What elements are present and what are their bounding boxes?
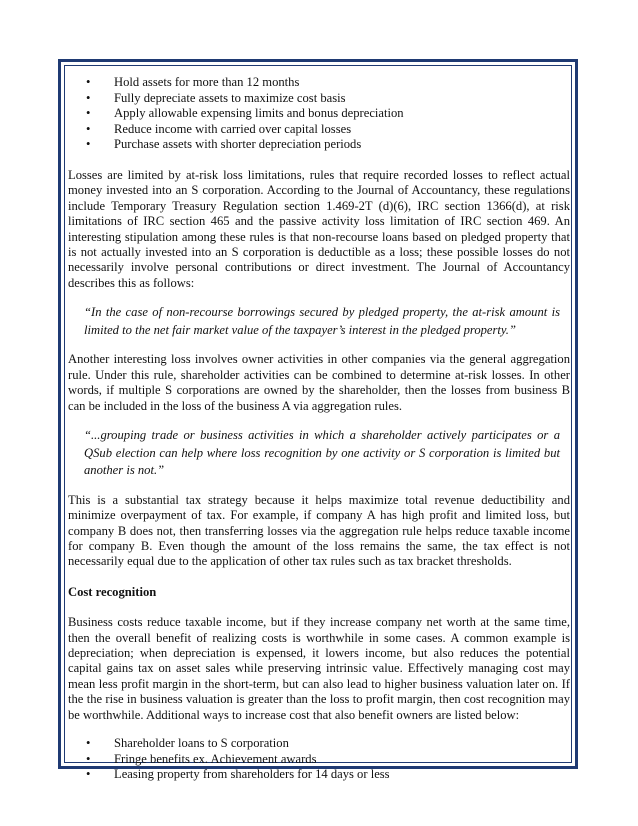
- list-item: • Purchase assets with shorter depreciation periods: [86, 137, 362, 152]
- list-item: • Hold assets for more than 12 months: [86, 75, 300, 89]
- bullet-list-bottom: [68, 736, 570, 783]
- bullet-icon: •: [86, 106, 91, 121]
- list-item: • Reduce income with carried over capital losses: [86, 121, 352, 136]
- quote-at-risk-amount: “In the case of non-recourse borrowings secured by pledged property, the at-risk amount is limited to the net fair market value of the taxpayer’s interest in the pledged property.”: [84, 305, 560, 337]
- bullet-icon: •: [86, 736, 91, 751]
- list-item: • Fringe benefits ex. Achievement awards: [86, 751, 317, 766]
- bullet-icon: •: [86, 137, 91, 152]
- bullet-icon: •: [86, 75, 91, 89]
- paragraph-aggregation: Another interesting loss involves owner activities in other companies via the general aggregation rule. Under this rule, shareholder activities can be combined to determine at-risk losses. In other words, if multiple S corporations are owned by the shareholder, then the losses from business B can be included in the loss of the business A via aggregation rules.: [68, 352, 570, 413]
- list-item: • Shareholder loans to S corporation: [86, 736, 289, 751]
- list-item: • Leasing property from shareholders for 14 days or less: [86, 767, 390, 782]
- paragraph-tax-strategy: This is a substantial tax strategy because it helps maximize total revenue deductibility and minimize overpayment of tax. For example, if company A has high profit and limited loss, but company B does not, then transferring losses via the aggregation rule helps reduce taxable income for company B. Even though the amount of the loss remains the same, the tax effect is not necessarily equal due to the application of other tax rules such as tax bracket thresholds.: [68, 492, 570, 569]
- paragraph-at-risk: Losses are limited by at-risk loss limitations, rules that require recorded losses to reflect actual money invested into an S corporation. According to the Journal of Accountancy, these regulations include Temporary Treasury Regulation section 1.469-2T (d)(6), IRC section 1366(d), at risk limitations of IRC section 465 and the passive activity loss limitation of IRC section 469. An interesting stipulation among these rules is that non-recourse loans based on pledged property that is not actually invested into an S corporation is deductible as a loss; these possible losses do not necessarily involve personal contributions or direct investment. The Journal of Accountancy describes this as follows:: [68, 167, 570, 290]
- section-heading-cost-recognition: Cost recognition: [68, 584, 157, 599]
- bullet-icon: •: [86, 751, 91, 766]
- bullet-list-top: [68, 75, 570, 153]
- bullet-icon: •: [86, 90, 91, 105]
- list-item: • Fully depreciate assets to maximize cost basis: [86, 90, 346, 105]
- bullet-icon: •: [86, 121, 91, 136]
- bullet-icon: •: [86, 767, 91, 782]
- quote-grouping: “...grouping trade or business activities in which a shareholder actively participates or a QSub election can help where loss recognition by one activity or S corporation is limited but another is not.”: [84, 428, 560, 478]
- paragraph-cost-recognition: Business costs reduce taxable income, but if they increase company net worth at the same time, then the overall benefit of realizing costs is worthwhile in some cases. A common example is depreciation; when depreciation is expensed, it lowers income, but also reduces the potential capital gains tax on asset sales while preserving intrinsic value. Effectively managing cost may mean less profit margin in the short-term, but can also lead to higher business valuation later on. If the the rise in business valuation is greater than the loss to profit margin, then cost recognition may be worthwhile. Additional ways to increase cost that also benefit owners are listed below:: [68, 615, 570, 722]
- list-item: • Apply allowable expensing limits and bonus depreciation: [86, 106, 404, 121]
- document-body: [68, 75, 570, 783]
